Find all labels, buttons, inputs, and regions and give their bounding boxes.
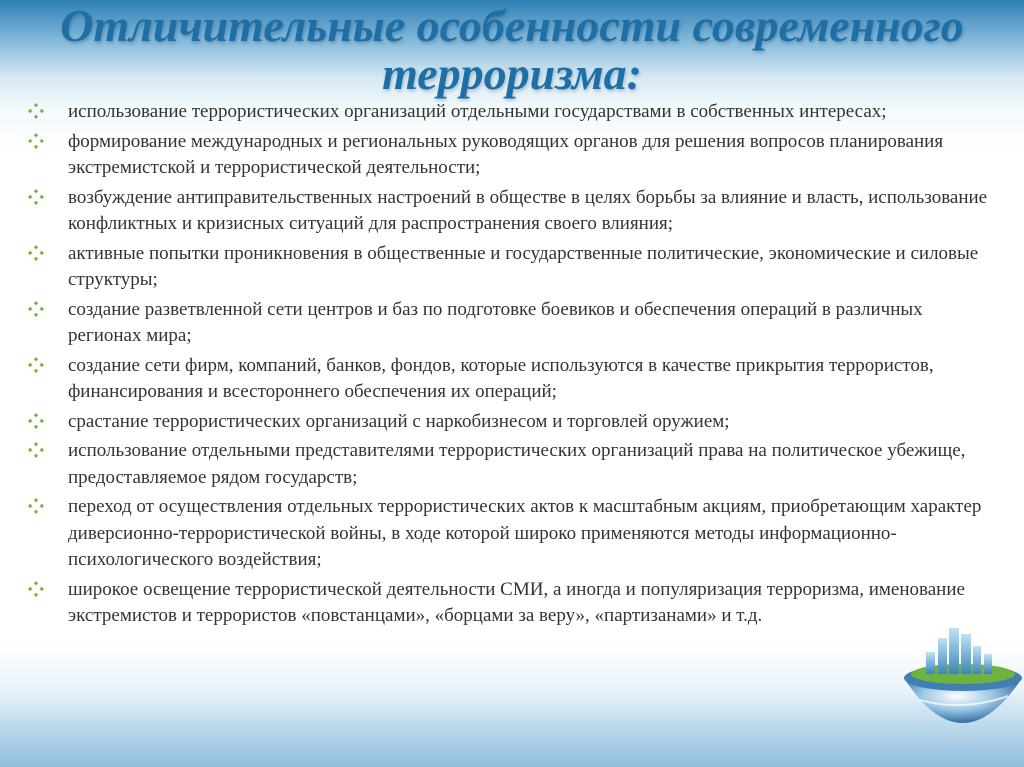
list-item-text: переход от осуществления отдельных террористических актов к масштабным акциям, приобретающим характер диверсионно-террористической войны, в ходе которой широко применяются методы информационно-психологического воздействия;: [68, 496, 982, 570]
diamond-bullet-icon: [28, 353, 68, 373]
list-item-text: использование отдельными представителями террористических организаций права на политическое убежище, предоставляемое рядом государств;: [68, 440, 966, 488]
list-item: [28, 297, 998, 350]
list-item: [28, 99, 998, 126]
list-item: [28, 353, 998, 406]
title-line-1: Отличительные особенности современного: [60, 0, 964, 51]
features-list: [28, 99, 998, 633]
list-item-text: формирование международных и региональных руководящих органов для решения вопросов планирования экстремистской и террористической деятельности;: [68, 130, 944, 178]
diamond-bullet-icon: [28, 241, 68, 261]
globe-city-icon: [900, 620, 1024, 767]
list-item-text: возбуждение антиправительственных настроений в обществе в целях борьбы за влияние и власть, использование конфликтных и кризисных ситуаций для распространения своего влияния;: [68, 186, 988, 234]
list-item-text: создание сети фирм, компаний, банков, фондов, которые используются в качестве прикрытия террористов, финансирования и всестороннего обеспечения их операций;: [68, 354, 934, 402]
list-item-text: широкое освещение террористической деятельности СМИ, а иногда и популяризация терроризма, именование экстремистов и террористов «повстанцами», «борцами за веру», «партизанами» и т.д.: [68, 578, 965, 626]
list-item: [28, 409, 998, 436]
page-title: [0, 0, 1024, 98]
list-item-text: создание разветвленной сети центров и баз по подготовке боевиков и обеспечения операций в различных регионах мира;: [68, 298, 923, 346]
list-item: [28, 185, 998, 238]
diamond-bullet-icon: [28, 99, 68, 119]
list-item: [28, 494, 998, 574]
diamond-bullet-icon: [28, 409, 68, 429]
diamond-bullet-icon: [28, 577, 68, 597]
diamond-bullet-icon: [28, 185, 68, 205]
list-item-text: срастание террористических организаций с наркобизнесом и торговлей оружием;: [68, 410, 730, 432]
title-line-2: терроризма:: [382, 48, 642, 99]
list-item: [28, 129, 998, 182]
diamond-bullet-icon: [28, 438, 68, 458]
diamond-bullet-icon: [28, 129, 68, 149]
list-item: [28, 438, 998, 491]
list-item-text: активные попытки проникновения в общественные и государственные политические, экономические и силовые структуры;: [68, 242, 979, 290]
list-item: [28, 577, 998, 630]
diamond-bullet-icon: [28, 297, 68, 317]
list-item-text: использование террористических организаций отдельными государствами в собственных интересах;: [68, 101, 887, 122]
diamond-bullet-icon: [28, 494, 68, 514]
list-item: [28, 241, 998, 294]
